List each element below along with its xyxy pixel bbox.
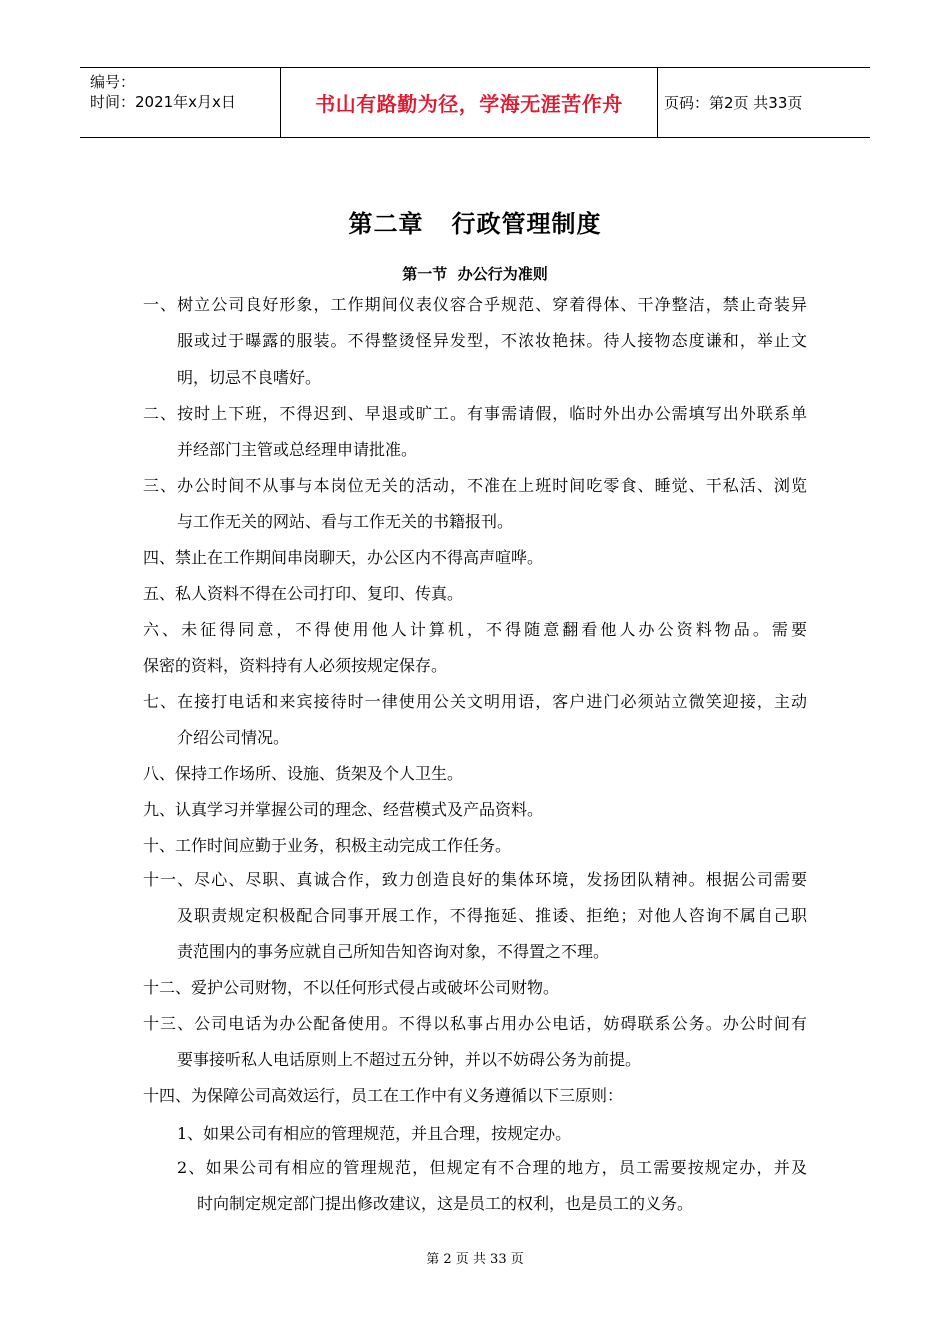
paragraph-line: 服或过于曝露的服装。不得整烫怪异发型，不浓妆艳抹。待人接物态度谦和，举止文	[177, 331, 807, 350]
paragraph-line: 2、如果公司有相应的管理规范，但规定有不合理的地方，员工需要按规定办，并及	[177, 1158, 807, 1177]
paragraph-line: 要事接听私人电话原则上不超过五分钟，并以不妨碍公务为前提。	[177, 1050, 642, 1069]
paragraph-line: 明，切忌不良嗜好。	[177, 368, 322, 387]
paragraph-line: 十二、爱护公司财物，不以任何形式侵占或破坏公司财物。	[143, 978, 560, 997]
paragraph-line: 六、未征得同意，不得使用他人计算机，不得随意翻看他人办公资料物品。需要	[143, 620, 807, 639]
paragraph-line: 责范围内的事务应就自己所知告知咨询对象，不得置之不理。	[177, 942, 610, 961]
paragraph-line: 三、办公时间不从事与本岗位无关的活动，不准在上班时间吃零食、睡觉、干私活、浏览	[143, 476, 807, 495]
header-table	[80, 67, 870, 138]
paragraph-line: 九、认真学习并掌握公司的理念、经营模式及产品资料。	[143, 800, 544, 819]
paragraph-line: 及职责规定积极配合同事开展工作，不得拖延、推诿、拒绝；对他人咨询不属自己职	[177, 906, 807, 925]
paragraph-line: 五、私人资料不得在公司打印、复印、传真。	[143, 584, 464, 603]
header-page-cell	[658, 68, 870, 137]
paragraph-line: 七、在接打电话和来宾接待时一律使用公关文明用语，客户进门必须站立微笑迎接，主动	[143, 692, 807, 711]
paragraph-line: 时向制定规定部门提出修改建议，这是员工的权利，也是员工的义务。	[197, 1194, 694, 1213]
section-title: 第一节 办公行为准则	[402, 265, 548, 283]
paragraph-line: 保密的资料，资料持有人必须按规定保存。	[143, 656, 448, 675]
page-code-label: 页码：第2页 共33页	[664, 94, 803, 112]
paragraph-line: 四、禁止在工作期间串岗聊天，办公区内不得高声喧哗。	[143, 548, 544, 567]
paragraph-line: 十四、为保障公司高效运行，员工在工作中有义务遵循以下三原则：	[143, 1086, 624, 1105]
paragraph-line: 一、树立公司良好形象，工作期间仪表仪容合乎规范、穿着得体、干净整洁，禁止奇装异	[143, 295, 807, 314]
header-meta-cell	[80, 68, 281, 137]
paragraph-line: 十三、公司电话为办公配备使用。不得以私事占用办公电话，妨碍联系公务。办公时间有	[143, 1014, 807, 1033]
paragraph-line: 二、按时上下班，不得迟到、早退或旷工。有事需请假，临时外出办公需填写出外联系单	[143, 404, 807, 423]
paragraph-line: 介绍公司情况。	[177, 728, 290, 747]
page-footer: 第 2 页 共 33 页	[426, 1252, 524, 1267]
paragraph-line: 八、保持工作场所、设施、货架及个人卫生。	[143, 764, 464, 783]
paragraph-line: 并经部门主管或总经理申请批准。	[177, 440, 418, 459]
paragraph-line: 与工作无关的网站、看与工作无关的书籍报刊。	[177, 512, 514, 531]
paragraph-line: 1、如果公司有相应的管理规范，并且合理，按规定办。	[177, 1124, 572, 1143]
document-time-label: 时间：2021年x月x日	[90, 93, 236, 111]
motto-text: 书山有路勤为径，学海无涯苦作舟	[315, 92, 623, 116]
paragraph-line: 十一、尽心、尽职、真诚合作，致力创造良好的集体环境，发扬团队精神。根据公司需要	[143, 870, 807, 889]
chapter-title: 第二章 行政管理制度	[348, 210, 602, 238]
paragraph-line: 十、工作时间应勤于业务，积极主动完成工作任务。	[143, 836, 512, 855]
document-number-label: 编号：	[90, 73, 136, 91]
header-motto-cell	[281, 68, 658, 137]
